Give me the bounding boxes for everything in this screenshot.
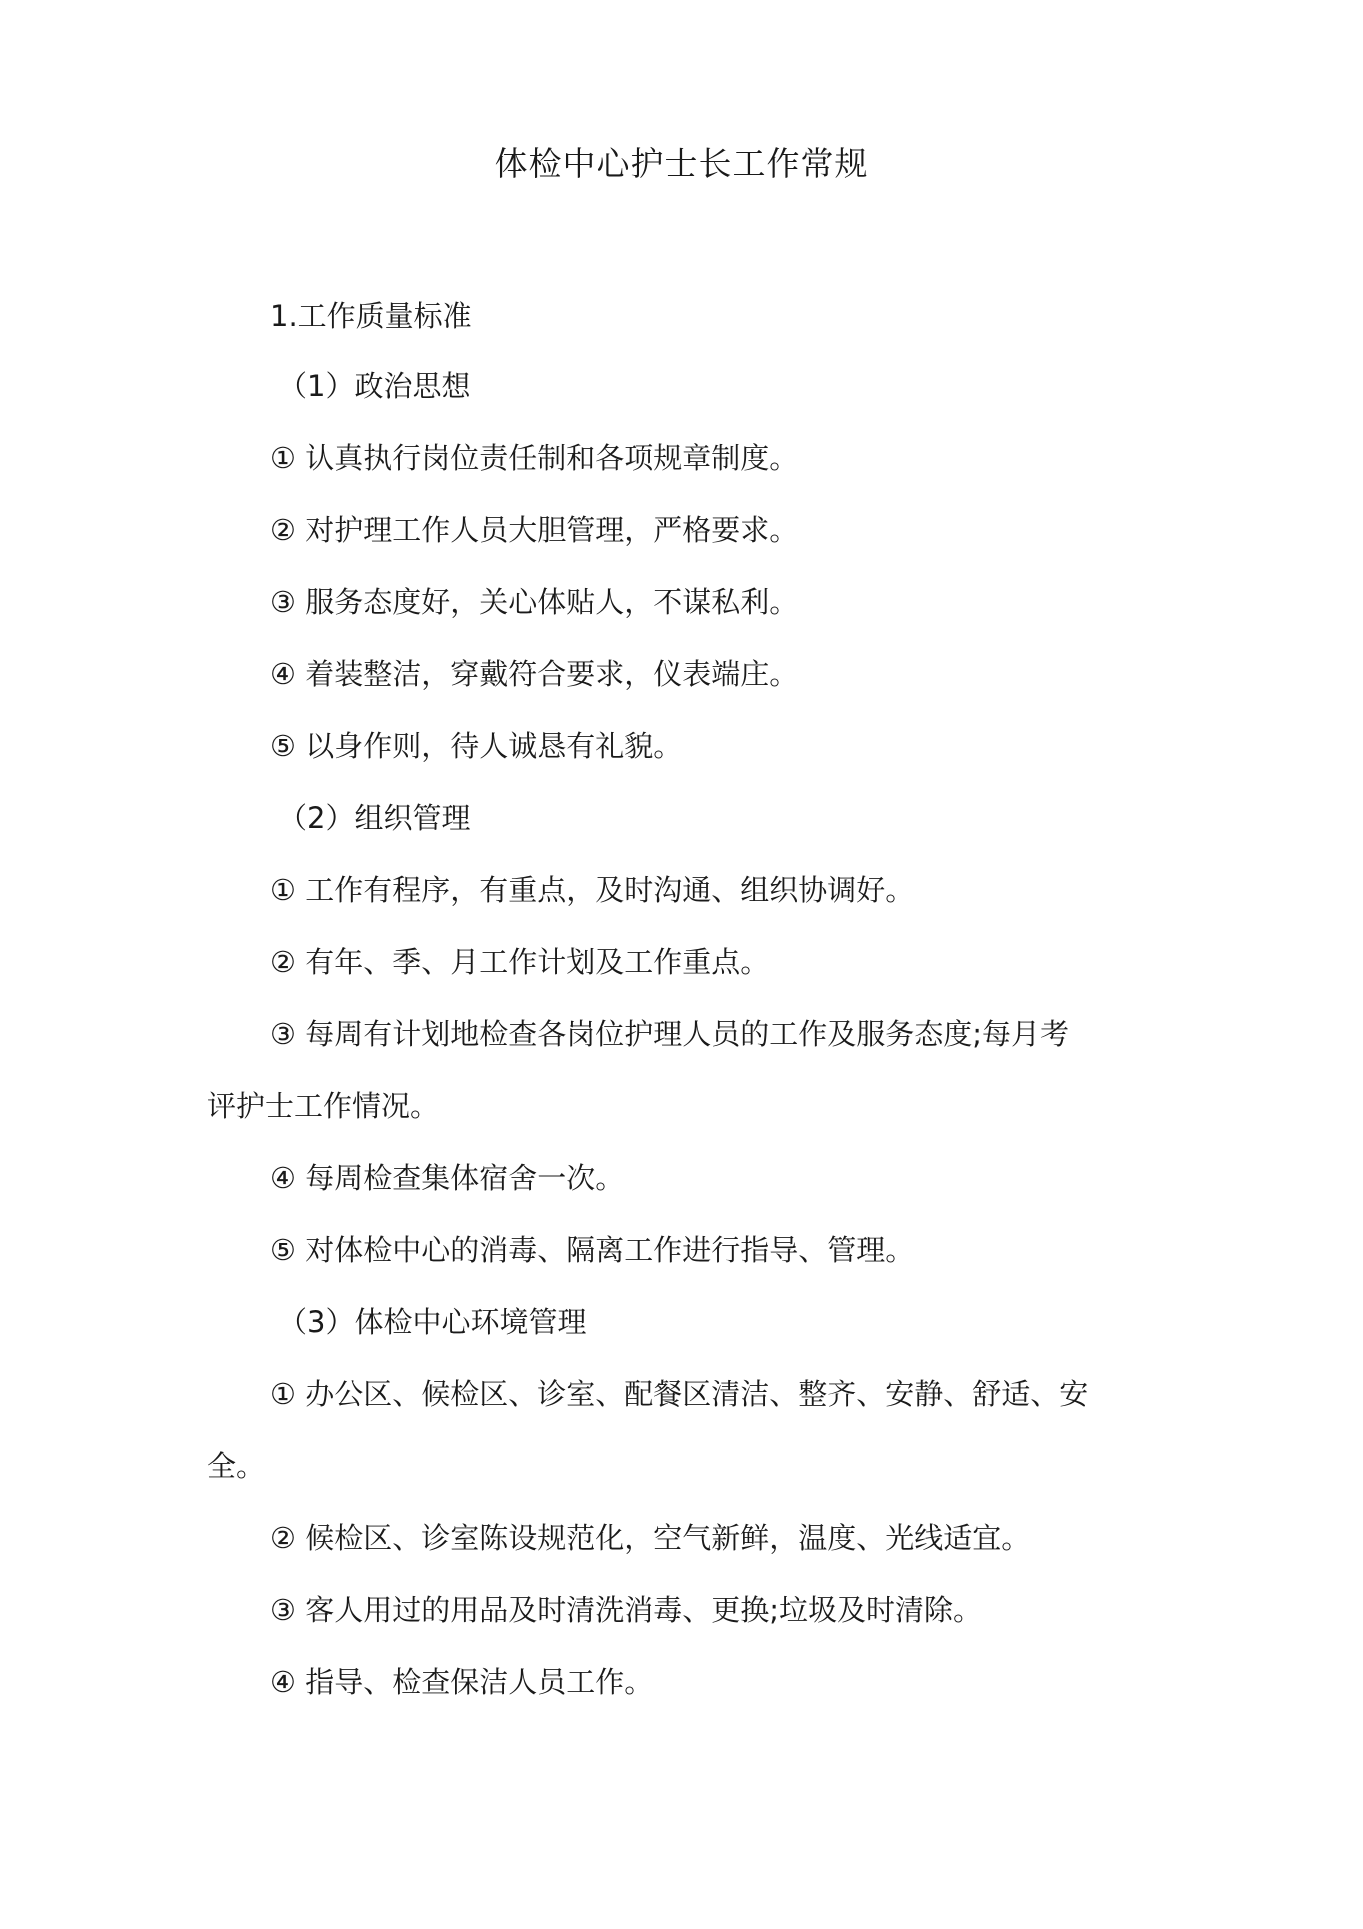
section-heading: 1.工作质量标准 [270, 299, 472, 333]
list-item: ④ 每周检查集体宿舍一次。 [270, 1161, 625, 1195]
list-item: ② 对护理工作人员大胆管理，严格要求。 [270, 513, 799, 547]
subsection-heading: （2）组织管理 [278, 801, 471, 835]
list-item: ⑤ 对体检中心的消毒、隔离工作进行指导、管理。 [270, 1233, 915, 1267]
document-title: 体检中心护士长工作常规 [494, 144, 869, 183]
list-item: ④ 着装整洁，穿戴符合要求，仪表端庄。 [270, 657, 799, 691]
list-item: ① 工作有程序，有重点，及时沟通、组织协调好。 [270, 873, 915, 907]
subsection-heading: （1）政治思想 [278, 369, 471, 403]
list-item: ① 认真执行岗位责任制和各项规章制度。 [270, 441, 799, 475]
list-item: ② 候检区、诊室陈设规范化，空气新鲜，温度、光线适宜。 [270, 1521, 1031, 1555]
list-item: ③ 客人用过的用品及时清洗消毒、更换;垃圾及时清除。 [270, 1593, 982, 1627]
list-item-continuation: 全。 [207, 1449, 266, 1483]
list-item: ② 有年、季、月工作计划及工作重点。 [270, 945, 770, 979]
list-item: ③ 服务态度好，关心体贴人，不谋私利。 [270, 585, 799, 619]
list-item: ① 办公区、候检区、诊室、配餐区清洁、整齐、安静、舒适、安 [270, 1377, 1089, 1411]
list-item: ④ 指导、检查保洁人员工作。 [270, 1665, 654, 1699]
subsection-heading: （3）体检中心环境管理 [278, 1305, 587, 1339]
list-item-continuation: 评护士工作情况。 [207, 1089, 440, 1123]
list-item: ⑤ 以身作则，待人诚恳有礼貌。 [270, 729, 683, 763]
list-item: ③ 每周有计划地检查各岗位护理人员的工作及服务态度;每月考 [270, 1017, 1069, 1051]
